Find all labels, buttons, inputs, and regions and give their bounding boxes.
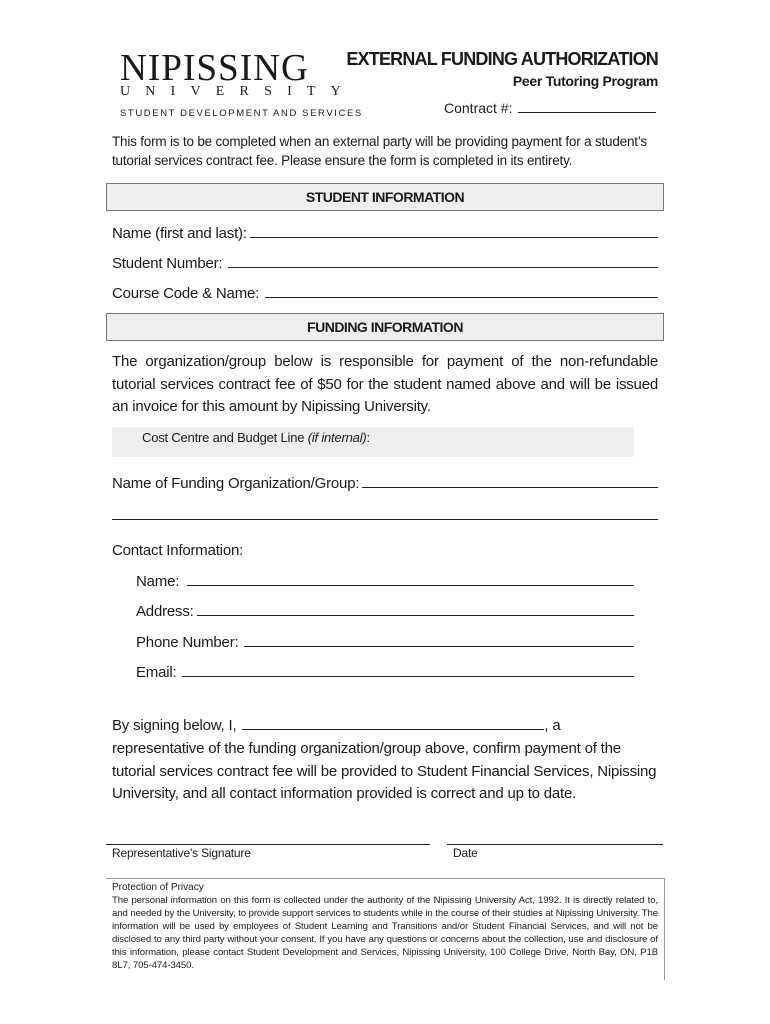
contact-info-label: Contact Information: bbox=[112, 542, 244, 559]
contact-email-label: Email: bbox=[136, 664, 177, 681]
signature-label: Representative’s Signature bbox=[112, 846, 251, 860]
funding-org-label: Name of Funding Organization/Group: bbox=[112, 475, 360, 492]
student-number-line[interactable] bbox=[228, 255, 658, 268]
contact-name-line[interactable] bbox=[187, 573, 634, 586]
student-number-field[interactable] bbox=[112, 254, 658, 274]
signature-line[interactable] bbox=[106, 844, 430, 845]
contact-address-field[interactable] bbox=[136, 602, 634, 622]
signing-suffix: , a bbox=[544, 717, 561, 734]
course-line[interactable] bbox=[265, 285, 658, 298]
form-title: EXTERNAL FUNDING AUTHORIZATION bbox=[346, 49, 658, 69]
intro-text: This form is to be completed when an external party will be providing payment for a student’s tutorial services contract fee. Please ensure the form is completed in its entirety. bbox=[112, 134, 647, 168]
privacy-divider bbox=[106, 878, 664, 879]
logo-subtitle: STUDENT DEVELOPMENT AND SERVICES bbox=[120, 108, 363, 119]
course-label: Course Code & Name: bbox=[112, 285, 260, 302]
student-number-label: Student Number: bbox=[112, 255, 223, 272]
signing-statement: representative of the funding organization/group above, confirm payment of the tutorial services contract fee will be provided to Student Financial Services, Nipissing University, and all contact information provided is correct and up to date. bbox=[112, 740, 657, 802]
signer-name-line[interactable] bbox=[242, 717, 544, 730]
contact-name-field[interactable] bbox=[136, 572, 634, 592]
contact-email-field[interactable] bbox=[136, 663, 634, 683]
date-line[interactable] bbox=[447, 844, 663, 845]
contact-address-label: Address: bbox=[136, 603, 194, 620]
course-field[interactable] bbox=[112, 284, 658, 304]
privacy-title: Protection of Privacy bbox=[112, 882, 204, 893]
funding-info-heading: FUNDING INFORMATION bbox=[106, 313, 664, 341]
date-label: Date bbox=[453, 846, 478, 860]
contact-info-heading bbox=[112, 541, 412, 561]
funding-org-field[interactable] bbox=[112, 474, 658, 494]
signer-name-field[interactable] bbox=[112, 716, 582, 736]
cost-centre-colon: : bbox=[366, 430, 370, 445]
cost-centre-label bbox=[142, 430, 370, 446]
contract-number-field[interactable] bbox=[444, 98, 656, 117]
contract-number-label: Contract #: bbox=[444, 100, 513, 116]
cost-centre-note: (if internal) bbox=[307, 430, 367, 445]
student-info-heading: STUDENT INFORMATION bbox=[106, 183, 664, 211]
program-name: Peer Tutoring Program bbox=[512, 73, 658, 89]
student-name-line[interactable] bbox=[250, 225, 658, 238]
funding-paragraph: The organization/group below is responsible for payment of the non-refundable tutorial services contract fee of $50 for the student named above and will be issued an invoice for this amount by Nipissing University. bbox=[112, 353, 658, 415]
contact-name-label: Name: bbox=[136, 573, 180, 590]
logo-university: UNIVERSITY bbox=[120, 84, 356, 99]
contact-address-line[interactable] bbox=[197, 603, 634, 616]
funding-org-line-2[interactable] bbox=[112, 519, 658, 520]
privacy-side-rule bbox=[664, 878, 665, 980]
logo-wordmark: NIPISSING bbox=[120, 47, 309, 89]
contact-email-line[interactable] bbox=[182, 664, 634, 677]
contact-phone-label: Phone Number: bbox=[136, 634, 239, 651]
privacy-body: The personal information on this form is collected under the authority of the Nipissing University Act, 1992. It is directly related to, and needed by the University, to provide support services to students while in the course of their studies at Nipissing University. The information will be used by employees of Student Learning and Transitions and/or Student Financial Services, and will not be disclosed to any third party without your consent. If you have any questions or concerns about the collection, use and disclosure of this information, please contact Student Development and Services, Nipissing University, 100 College Drive, North Bay, ON, P1B 8L7, 705-474-3450. bbox=[112, 895, 658, 971]
contact-phone-line[interactable] bbox=[244, 634, 634, 647]
contract-number-line[interactable] bbox=[518, 98, 656, 113]
student-name-field[interactable] bbox=[112, 224, 658, 244]
signing-prefix: By signing below, I, bbox=[112, 717, 237, 734]
student-name-label: Name (first and last): bbox=[112, 225, 247, 242]
contact-phone-field[interactable] bbox=[136, 633, 634, 653]
funding-org-line[interactable] bbox=[362, 475, 658, 488]
cost-centre-label-text: Cost Centre and Budget Line bbox=[142, 430, 305, 445]
